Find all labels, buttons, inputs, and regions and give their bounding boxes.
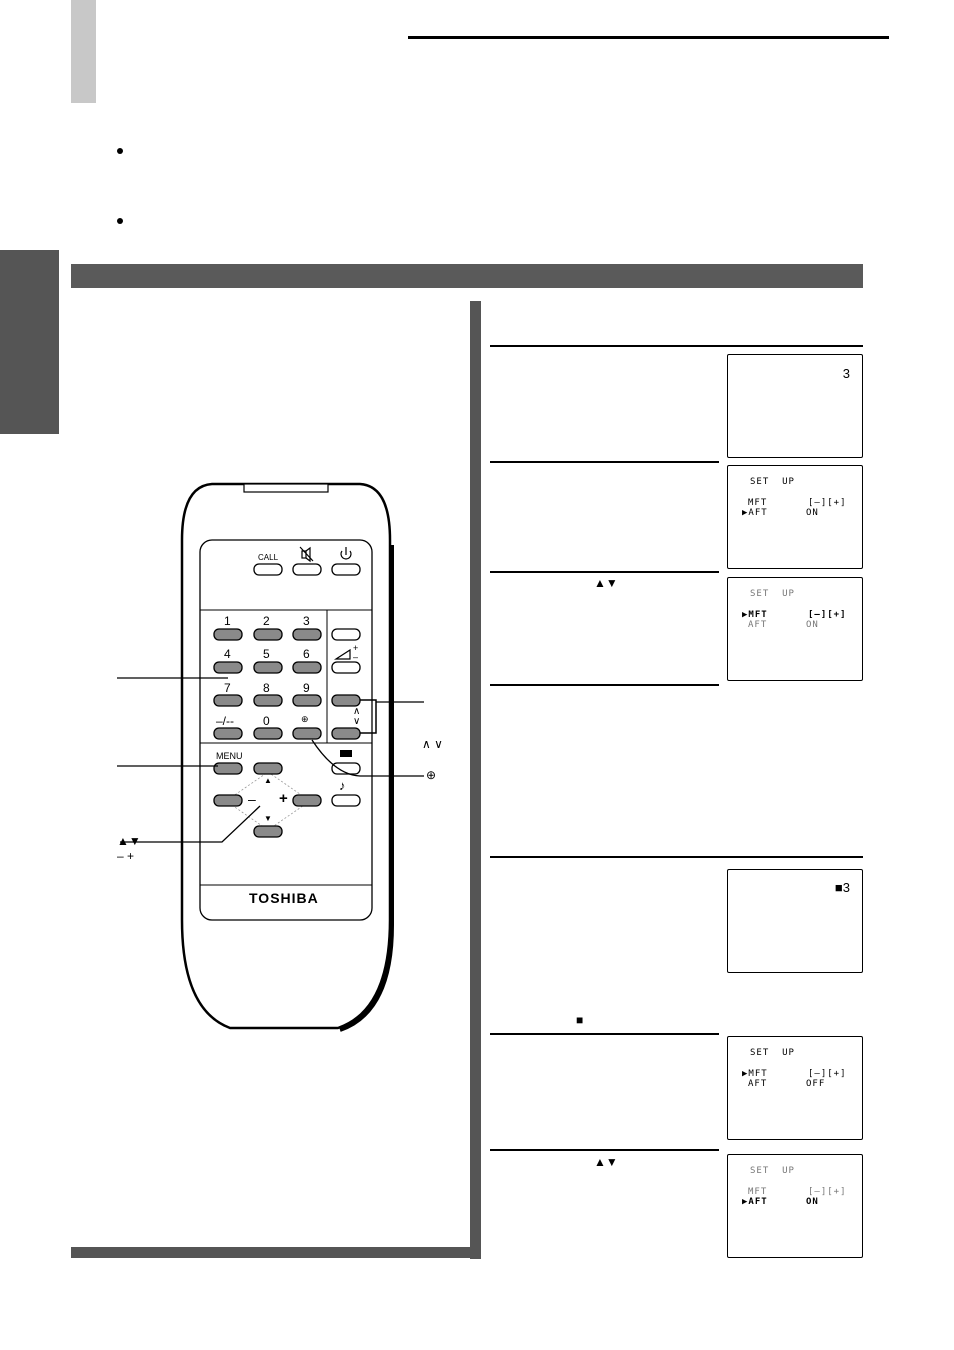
up-arrow-icon: ▲ [264,776,272,785]
osd-row2-value: ON [806,1197,819,1207]
page-corner-tab [71,0,96,103]
num-7-label: 7 [224,681,231,695]
tv-screen-2 [727,465,863,569]
osd-title: SET UP [750,477,795,487]
osd-row2-label: ▶AFT [742,1197,768,1207]
minus-label: – [248,791,256,807]
num-1-label: 1 [224,614,231,628]
osd-title: SET UP [750,589,795,599]
vol-minus-label: – [353,652,359,662]
osd-row2-label: ▶AFT [742,508,768,518]
num-2-label: 2 [263,614,270,628]
bullet-2 [117,218,123,224]
osd-row1-value: [–][+] [808,498,847,508]
osd-row1-label: ▶MFT [742,1069,768,1079]
column-divider [470,301,481,1259]
column-bottom-rule [71,1247,481,1258]
call-button-label: CALL [258,553,279,562]
tv-screen-3 [727,577,863,681]
osd-row2-value: ON [806,620,819,630]
num-6-label: 6 [303,647,310,661]
remote-control-illustration [0,470,470,1060]
brand-logo: TOSHIBA [249,890,319,906]
program-callout-label: ∧ ∨ [422,737,443,751]
sound-note-icon: ♪ [339,778,346,793]
step-rule-3 [490,571,719,573]
tv-screen-4 [727,869,863,973]
plus-label: + [279,790,288,807]
step-rule-6 [490,1033,719,1035]
section-header-bar [71,264,863,288]
header-rule [408,36,889,39]
osd-row1-label: MFT [748,498,768,508]
step-rule-7 [490,1149,719,1151]
osd-title: SET UP [750,1166,795,1176]
num-0-label: 0 [263,714,270,728]
vol-plus-label: + [353,643,359,653]
step-rule-1 [490,345,863,347]
osd-row1-value: [–][+] [808,1187,847,1197]
tv-screen-6 [727,1154,863,1258]
osd-row1-label: ▶MFT [742,610,768,620]
chapter-side-tab [0,250,59,434]
num-5-label: 5 [263,647,270,661]
tv-screen-1 [727,354,863,458]
digit-toggle-label: –/-- [216,714,234,728]
tv-screen-5 [727,1036,863,1140]
step3-arrows: ▲▼ [594,576,618,590]
num-9-label: 9 [303,681,310,695]
osd-row2-value: ON [806,508,819,518]
down-arrow-icon: ▼ [264,814,272,823]
osd-row2-label: AFT [748,620,768,630]
num-8-label: 8 [263,681,270,695]
input-button-icon: ⊕ [301,714,309,724]
step7-arrows: ▲▼ [594,1155,618,1169]
num-4-label: 4 [224,647,231,661]
updown-callout-label: ▲▼ [117,834,141,848]
osd-row2-label: AFT [748,1079,768,1089]
osd-row1-value: [–][+] [808,610,847,620]
step-rule-5 [490,856,863,858]
osd-row2-value: OFF [806,1079,826,1089]
prog-up-label: ∧ [353,706,361,717]
step-rule-4 [490,684,719,686]
input-callout-label: ⊕ [426,768,437,782]
osd-row1-value: [–][+] [808,1069,847,1079]
osd-title: SET UP [750,1048,795,1058]
channel-number: 3 [842,366,850,381]
num-3-label: 3 [303,614,310,628]
osd-row1-label: MFT [748,1187,768,1197]
channel-number: ■3 [834,880,850,895]
minus-plus-callout-label: – + [117,849,135,863]
bullet-1 [117,148,123,154]
menu-button-label: MENU [216,751,243,761]
prog-down-label: ∨ [353,716,361,727]
step6-marker: ■ [576,1013,584,1027]
step-rule-2 [490,461,719,463]
